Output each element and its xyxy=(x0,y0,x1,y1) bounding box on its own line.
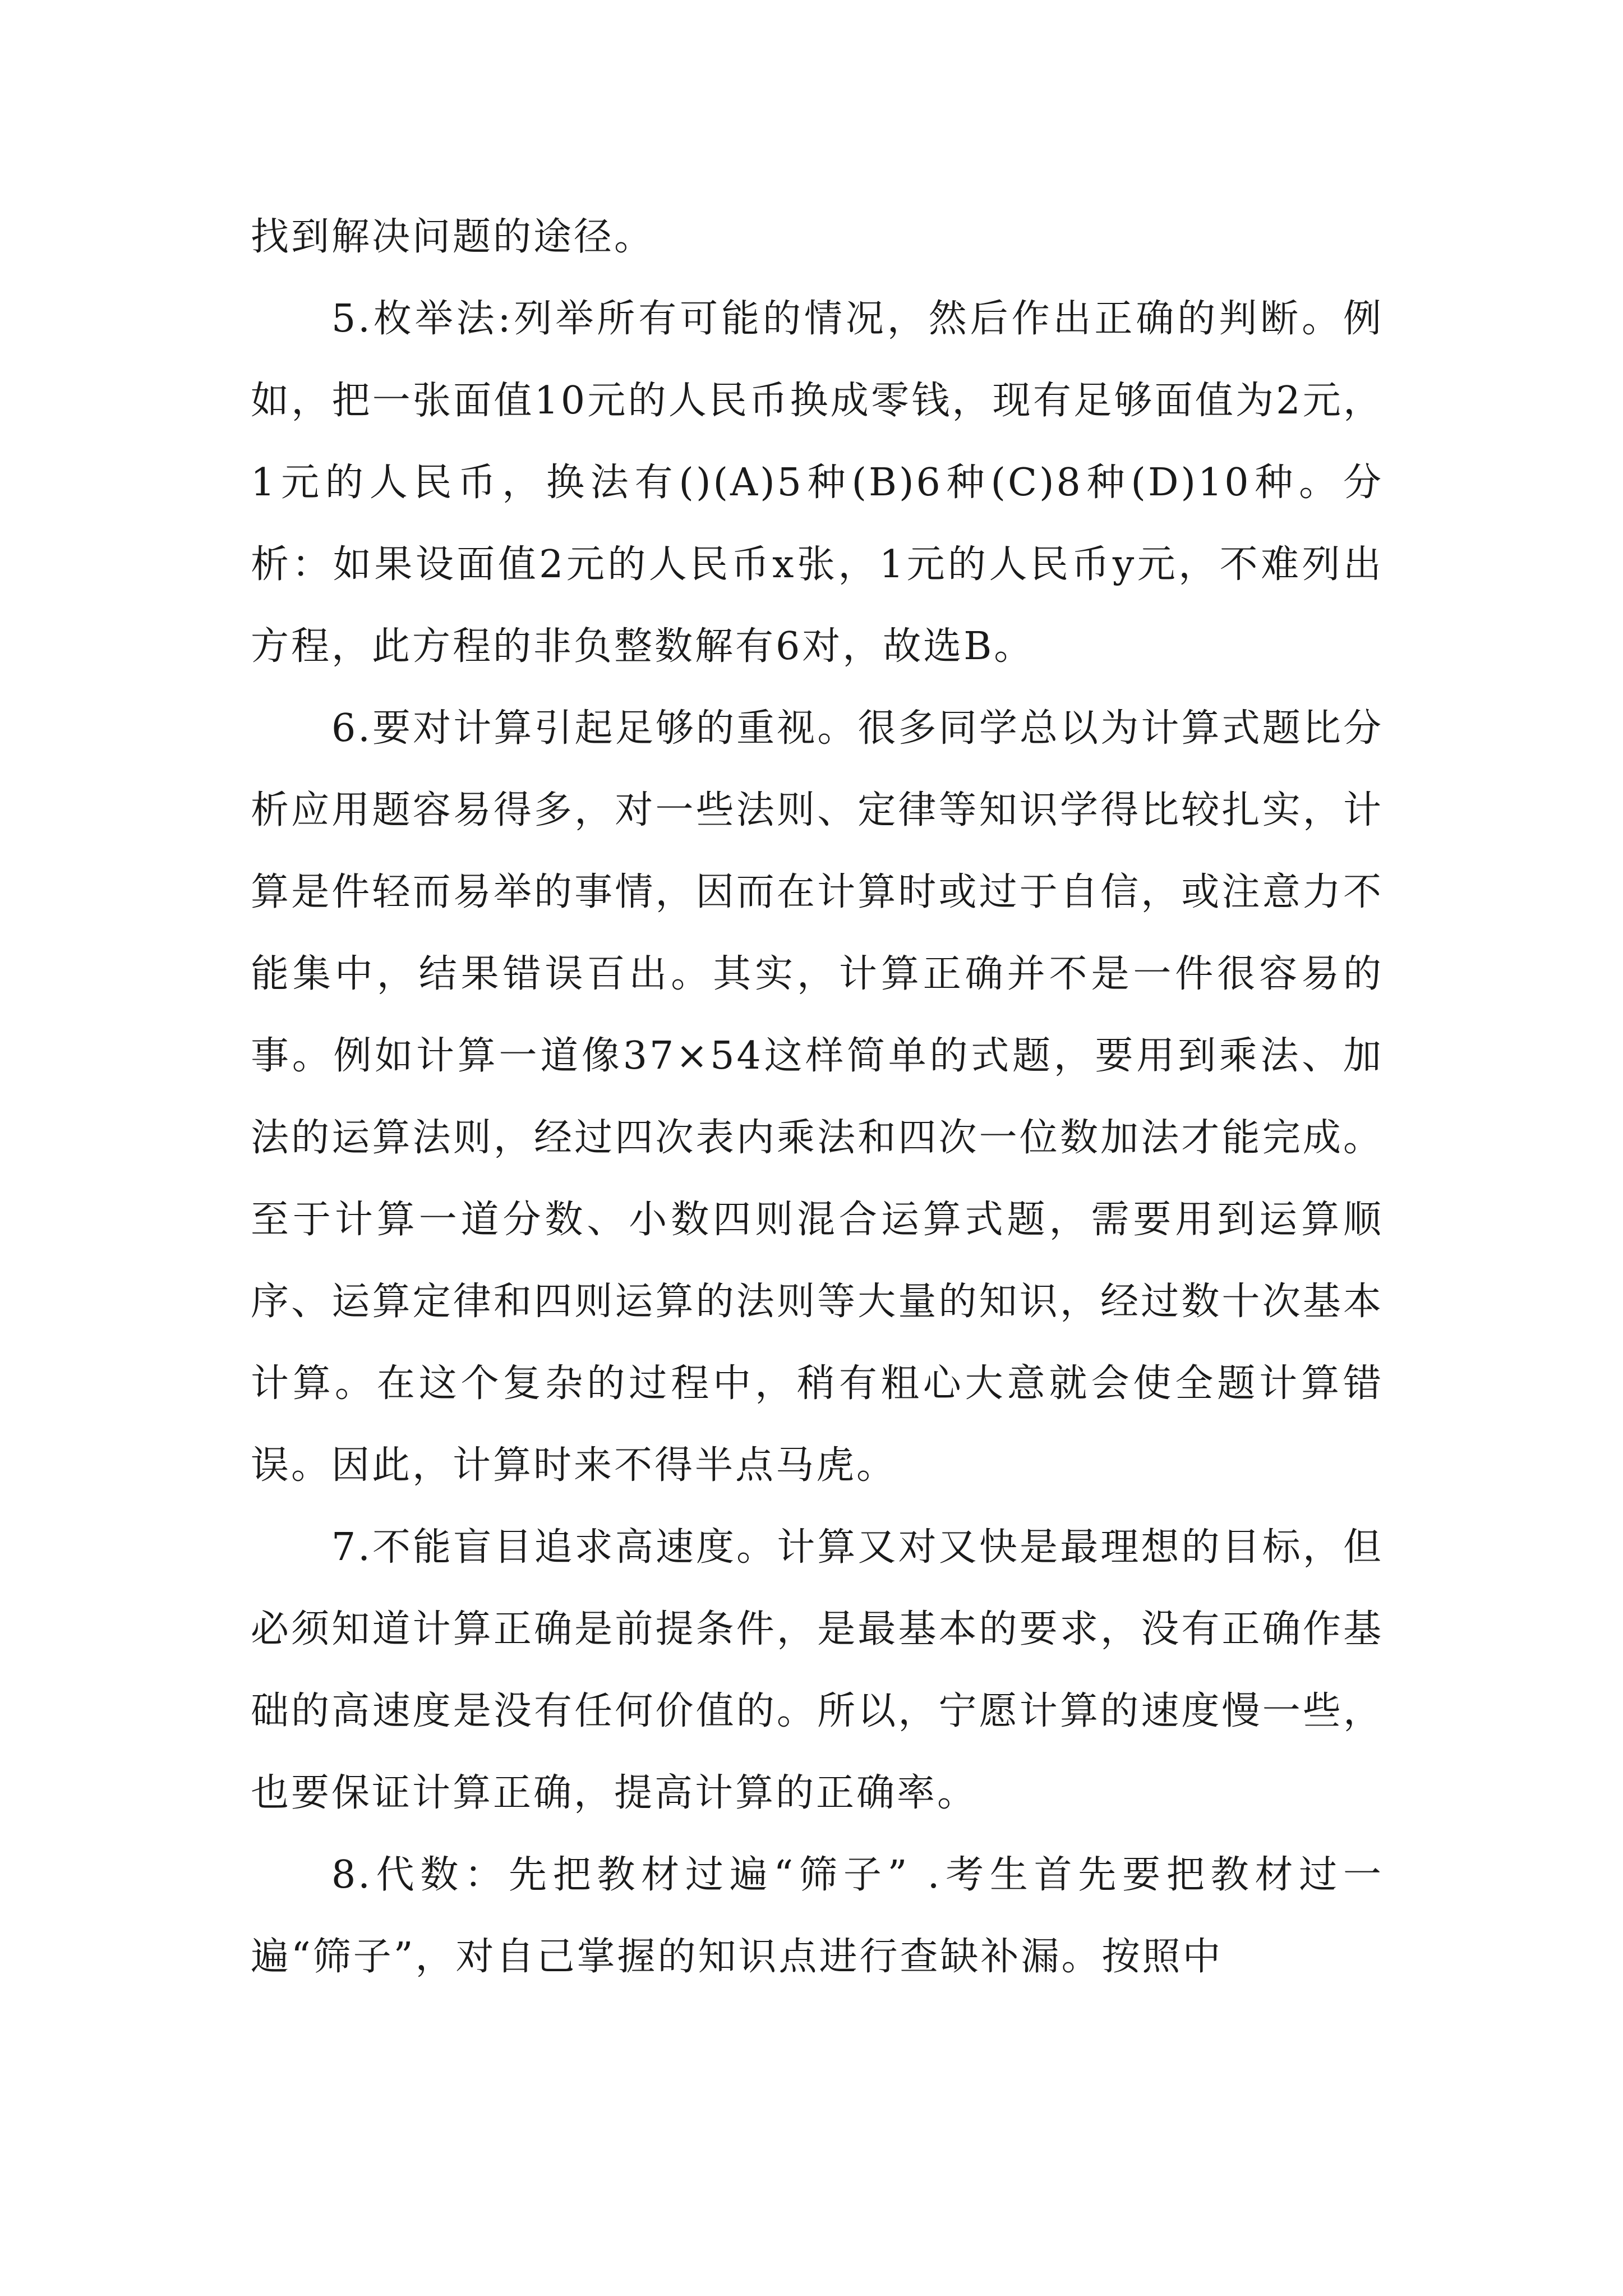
paragraph-continuation: 找到解决问题的途径。 xyxy=(251,215,655,259)
paragraph-algebra: 8.代数：先把教材过遍“筛子” .考生首先要把教材过一遍“筛子”，对自己掌握的知识点进行查缺补漏。按照中 xyxy=(251,1853,1384,1979)
document-body xyxy=(251,196,1384,1998)
paragraph-enumeration-method: 5.枚举法:列举所有可能的情况，然后作出正确的判断。例如，把一张面值10元的人民币换成零钱，现有足够面值为2元，1元的人民币，换法有()(A)5种(B)6种(C)8种(D)10种。分析：如果设面值2元的人民币x张，1元的人民币y元，不难列出方程，此方程的非负整数解有6对，故选B。 xyxy=(251,297,1384,669)
paragraph-speed: 7.不能盲目追求高速度。计算又对又快是最理想的目标，但必须知道计算正确是前提条件，是最基本的要求，没有正确作基础的高速度是没有任何价值的。所以，宁愿计算的速度慢一些，也要保证计算正确，提高计算的正确率。 xyxy=(251,1525,1384,1815)
paragraph-calculation-attention: 6.要对计算引起足够的重视。很多同学总以为计算式题比分析应用题容易得多，对一些法则、定律等知识学得比较扎实，计算是件轻而易举的事情，因而在计算时或过于自信，或注意力不能集中，结果错误百出。其实，计算正确并不是一件很容易的事。例如计算一道像37×54这样简单的式题，要用到乘法、加法的运算法则，经过四次表内乘法和四次一位数加法才能完成。至于计算一道分数、小数四则混合运算式题，需要用到运算顺序、运算定律和四则运算的法则等大量的知识，经过数十次基本计算。在这个复杂的过程中，稍有粗心大意就会使全题计算错误。因此，计算时来不得半点马虎。 xyxy=(251,706,1384,1488)
